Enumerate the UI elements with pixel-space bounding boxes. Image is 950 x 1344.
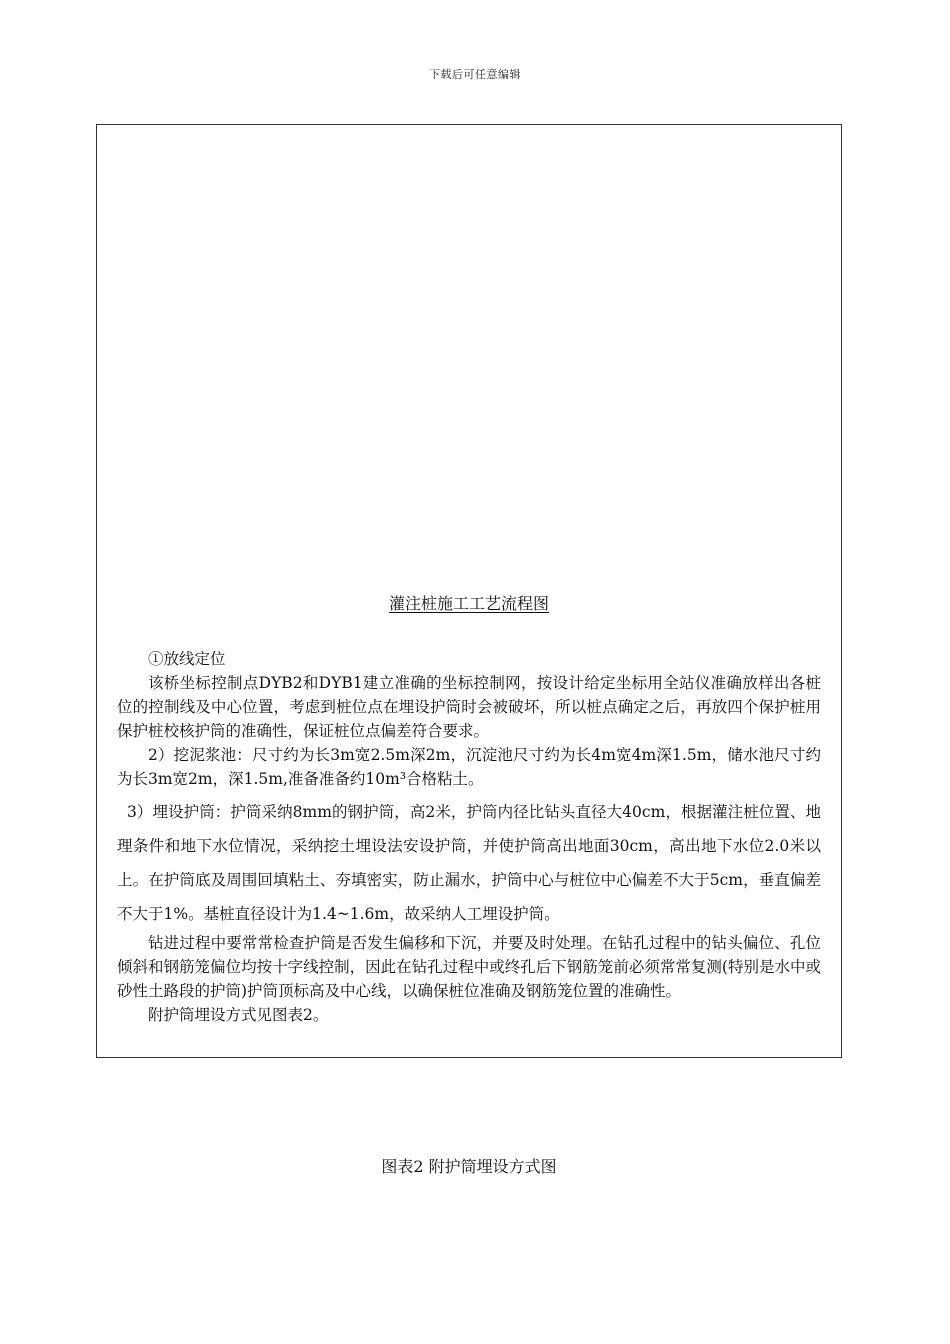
- paragraph-drilling-check: 钻进过程中要常常检查护筒是否发生偏移和下沉，并要及时处理。在钻孔过程中的钻头偏位、孔位倾斜和钢筋笼偏位均按十字线控制，因此在钻孔过程中或终孔后下钢筋笼前必须常常复测(特别是水中或砂性土路段的护筒)护筒顶标高及中心线，以确保桩位准确及钢筋笼位置的准确性。: [117, 934, 821, 1000]
- figure-caption-flowchart-text: 灌注桩施工工艺流程图: [388, 594, 549, 613]
- paragraph-stakeout-heading: ①放线定位: [148, 650, 226, 668]
- paragraph-casing-install: 3）埋设护筒：护筒采纳8mm的钢护筒，高2米，护筒内径比钻头直径大40cm，根据灌注桩位置、地理条件和地下水位情况，采纳挖土埋设法安设护筒，并使护筒高出地面30cm，高出地下水位2.0米以上。在护筒底及周围回填粘土、夯填密实，防止漏水，护筒中心与桩位中心偏差不大于5cm，垂直偏差不大于1%。基桩直径设计为1.4~1.6m，故采纳人工埋设护筒。: [117, 803, 821, 923]
- figure-caption-casing: 图表2 附护筒埋设方式图: [381, 1157, 557, 1176]
- body-text: [117, 647, 821, 1027]
- paragraph-stakeout-body: 该桥坐标控制点DYB2和DYB1建立准确的坐标控制网，按设计给定坐标用全站仪准确放样出各桩位的控制线及中心位置，考虑到桩位点在埋设护筒时会被破坏，所以桩点确定之后，再放四个保护桩用保护桩校核护筒的准确性，保证桩位点偏差符合要求。: [117, 674, 821, 740]
- figure-caption-flowchart: [97, 591, 841, 614]
- paragraph-mud-pit: 2）挖泥浆池：尺寸约为长3m宽2.5m深2m，沉淀池尺寸约为长4m宽4m深1.5m，储水池尺寸约为长3m宽2m，深1.5m,准备准备约10m³合格粘土。: [117, 746, 821, 788]
- page-header-note: 下载后可任意编辑: [429, 68, 521, 81]
- paragraph-figure-reference: 附护筒埋设方式见图表2。: [148, 1006, 329, 1024]
- document-frame: [96, 124, 842, 1176]
